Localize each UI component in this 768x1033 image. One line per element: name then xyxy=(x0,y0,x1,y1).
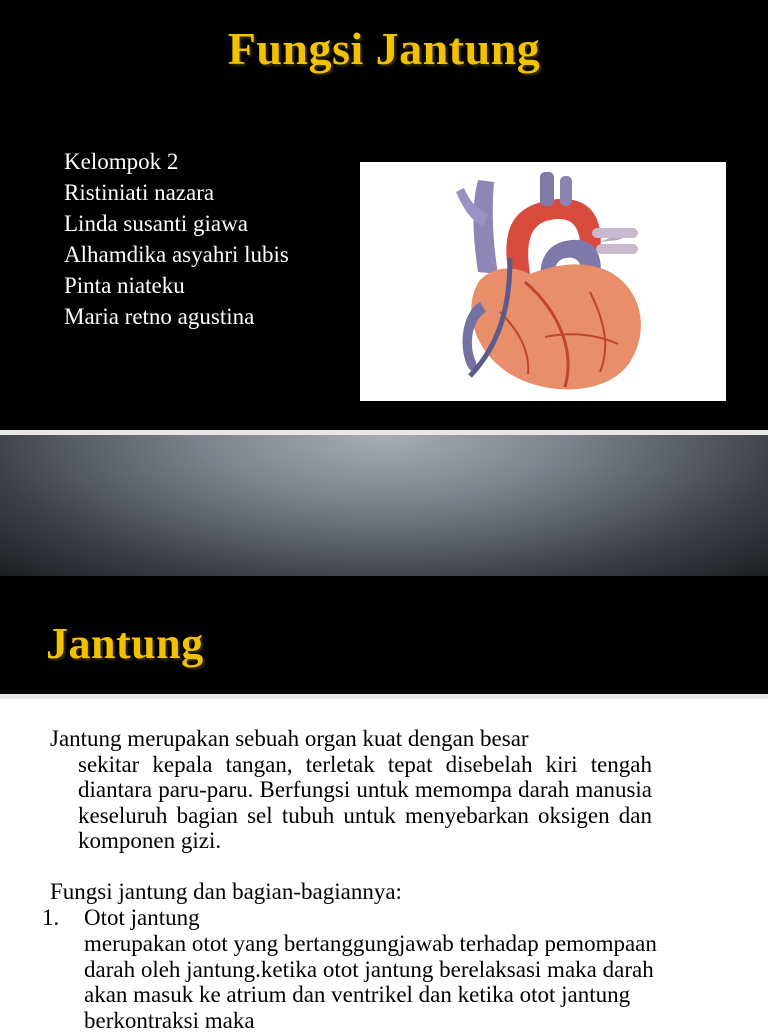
heart-anatomy-icon xyxy=(360,162,726,401)
list-item-title: Otot jantung xyxy=(84,905,200,930)
member-name: Pinta niateku xyxy=(64,273,185,298)
member-name: Ristiniati nazara xyxy=(64,180,215,205)
paragraph-continuation: sekitar kepala tangan, terletak tepat disebelah kiri tengah diantara paru-paru. Berfungsi untuk memompa darah manusia keseluruh bagian sel tubuh untuk menyebarkan oksigen dan komponen gizi. xyxy=(78,751,652,853)
member-name: Maria retno agustina xyxy=(64,304,255,329)
paragraph-first-line: Jantung merupakan sebuah organ kuat dengan besar xyxy=(50,726,529,751)
group-label: Kelompok 2 xyxy=(64,149,179,174)
heart-image xyxy=(360,162,726,401)
member-name: Linda susanti giawa xyxy=(64,211,248,236)
slide-title: Jantung xyxy=(46,619,204,668)
member-name: Alhamdika asyahri lubis xyxy=(64,242,289,267)
content-slide-body xyxy=(0,699,768,1033)
description-paragraph xyxy=(50,726,652,854)
content-slide-header xyxy=(0,576,768,694)
list-item-description: merupakan otot yang bertanggungjawab terhadap pemompaan darah oleh jantung.ketika otot jantung berelaksasi maka darah akan masuk ke atrium dan ventrikel dan ketika otot jantung berkontraksi maka xyxy=(84,931,657,1033)
slide-divider-band xyxy=(0,435,768,576)
slide-title: Fungsi Jantung xyxy=(227,23,541,74)
group-member-list xyxy=(64,146,289,332)
list-item-number: 1. xyxy=(42,905,60,930)
title-slide xyxy=(0,0,768,430)
list-intro: Fungsi jantung dan bagian-bagiannya: xyxy=(50,879,402,904)
